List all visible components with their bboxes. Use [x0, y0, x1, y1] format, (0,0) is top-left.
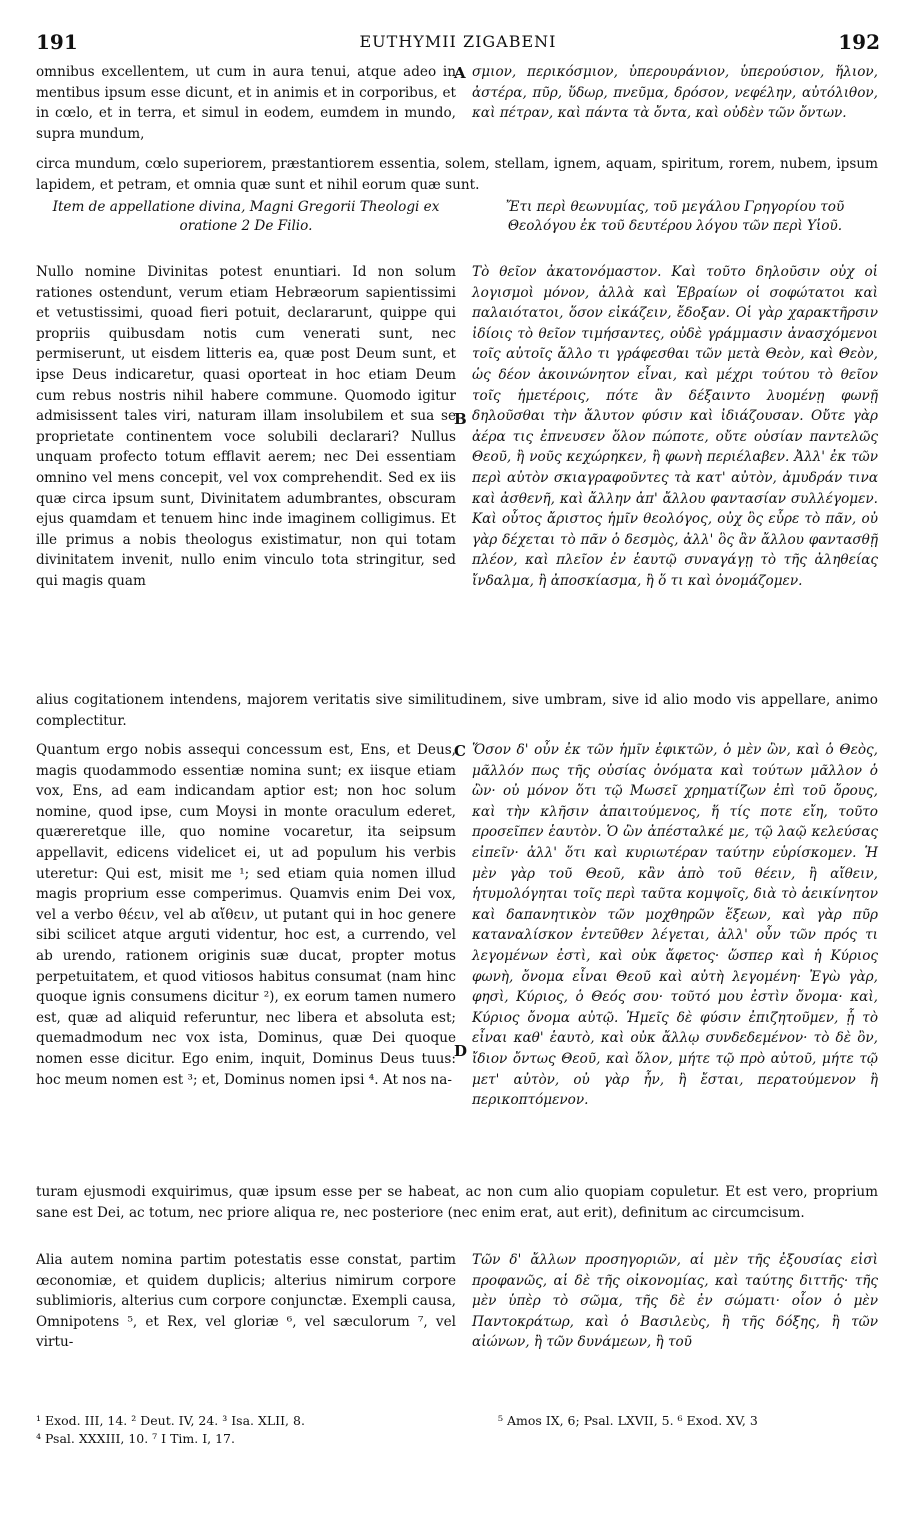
- full-width-sec1: circa mundum, cœlo superiorem, præstantiorem essentia, solem, stellam, ignem, aquam, spiritum, rorem, nubem, ipsum lapidem, et petram, et omnia quæ sunt et nihil eorum quæ sunt.: [36, 156, 878, 193]
- margin-letter-a: A: [454, 64, 466, 82]
- footnotes-right: [498, 1412, 878, 1430]
- greek-column-sec4: Τῶν δ' ἄλλων προσηγοριῶν, αἱ μὲν τῆς ἐξουσίας εἰσὶ προφανῶς, αἱ δὲ τῆς οἰκονομίας, καὶ ταύτης διττῆς· τῆς μὲν ὑπὲρ τὸ σῶμα, τῆς δὲ ἐν σώματι· οἷον ὁ μὲν Παντοκράτωρ, καὶ ὁ Βασιλεὺς, ἢ τῆς δόξης, ἢ τῶν αἰώνων, ἢ τῶν δυνάμεων, ἢ τοῦ: [472, 1252, 878, 1351]
- full-width-sec2: alius cogitationem intendens, majorem veritatis sive similitudinem, sive umbram, sive id alio modo vis appellare, animo complectitur.: [36, 692, 878, 729]
- latin-column-sec1: omnibus excellentem, ut cum in aura tenui, atque adeo in mentibus ipsum esse dicunt, et in animis et in corporibus, et in cœlo, et in terra, et simul in eodem, eumdem in mundo, supra mundum,: [36, 64, 456, 142]
- latin-column-sec3: Quantum ergo nobis assequi concessum est, Ens, et Deus, magis quodammodo essentiæ nomina sunt; ex iisque etiam vox, Ens, ad eam indicandam aptior est; non hoc solum nomine, quod ipse, cum Moysi in monte oraculum ederet, quæreretque ille, quo nomine vocaretur, ita seipsum appellavit, edicens videlicet ei, ut ad populum his verbis uteretur: Qui est, misit me ¹; sed etiam quia nomen illud magis proprium esse comperimus. Quamvis enim Dei vox, vel a verbo θέειν, vel ab αἴθειν, ut putant qui in hoc genere sibi scilicet atque arguti videntur, hoc est, a currendo, vel ab urendo, rationem originis suæ ducat, propter motus perpetuitatem, et quod vitiosos habitus consumat (nam hinc quoque ignis consumens dicitur ²), ex eorum tamen numero est, quæ ad aliquid referuntur, nec libera et absoluta est; quemadmodum nec vox ista, Dominus, quæ Dei quoque nomen esse dicitur. Ego enim, inquit, Dominus Deus tuus: hoc meum nomen est ³; et, Dominus nomen ipsi ⁴. At nos na-: [36, 742, 456, 1088]
- latin-column-sec4: Alia autem nomina partim potestatis esse constat, partim œconomiæ, et quidem duplicis; alterius nimirum corpore sublimioris, alterius cum corpore conjunctæ. Exempli causa, Omnipotens ⁵, et Rex, vel gloriæ ⁶, vel sæculorum ⁷, vel virtu-: [36, 1252, 456, 1351]
- latin-column-sec2: Nullo nomine Divinitas potest enuntiari. Id non solum rationes ostendunt, verum etiam Hebræorum sapientissimi et vetustissimi, quoad fieri potuit, declararunt, quippe qui propriis quibusdam notis cum venerati sunt, nec permiserunt, ut eisdem litteris ea, quæ post Deum sunt, et ipse Deus indicaretur, quasi oporteat in hoc etiam Deum cum rebus nostris nihil habere commune. Quomodo igitur admisissent tales viri, naturam illam insolubilem et sua se proprietate continentem voce solubili declarari? Nullus unquam profecto totum efflavit aerem; nec Dei essentiam omnino vel mens concepit, vel vox comprehendit. Sed ex iis quæ circa ipsum sunt, Divinitatem adumbrantes, obscuram ejus quamdam et tenuem hinc inde imaginem colligimus. Et ille primus a nobis theologus existimatur, non qui totam divinitatem invenit, nullo enim vinculo tota stringitur, sed qui magis quam: [36, 264, 456, 589]
- page-number-left: 191: [36, 30, 78, 54]
- margin-letter-b: B: [454, 410, 467, 428]
- greek-column-sec1: σμιον, περικόσμιον, ὑπερουράνιον, ὑπερούσιον, ἥλιον, ἀστέρα, πῦρ, ὕδωρ, πνεῦμα, δρόσον, νεφέλην, αὐτόλιθον, καὶ πέτραν, καὶ πάντα τὰ ὄντα, καὶ οὐδὲν τῶν ὄντων.: [472, 64, 878, 122]
- greek-column-sec2: Τὸ θεῖον ἀκατονόμαστον. Καὶ τοῦτο δηλοῦσιν οὐχ οἱ λογισμοὶ μόνον, ἀλλὰ καὶ Ἑβραίων οἱ σοφώτατοι καὶ παλαιότατοι, ὅσον εἰκάζειν, ἔδοξαν. Οἱ γὰρ χαρακτῆρσιν ἰδίοις τὸ θεῖον τιμήσαντες, οὐδὲ γράμμασιν ἀνασχόμενοι τοῖς αὐτοῖς ἄλλο τι γράφεσθαι τῶν μετὰ Θεὸν, καὶ Θεὸν, ὡς δέον ἀκοινώνητον εἶναι, καὶ μέχρι τούτου τὸ θεῖον τοῖς ἡμετέροις, πότε ἂν δέξαιντο λυομένῃ φωνῇ δηλοῦσθαι τὴν ἄλυτον φύσιν καὶ ἰδιάζουσαν. Οὔτε γὰρ ἀέρα τις ἐπνευσεν ὅλον πώποτε, οὔτε οὐσίαν παντελῶς Θεοῦ, ἢ νοῦς κεχώρηκεν, ἢ φωνὴ περιέλαβεν. Ἀλλ' ἐκ τῶν περὶ αὐτὸν σκιαγραφοῦντες τὰ κατ' αὐτὸν, ἀμυδράν τινα καὶ ἀσθενῆ, καὶ ἄλλην ἀπ' ἄλλου φαντασίαν συλλέγομεν. Καὶ οὗτος ἄριστος ἡμῖν θεολόγος, οὐχ ὃς εὗρε τὸ πᾶν, οὐ γὰρ δέχεται τὸ πᾶν ὁ δεσμὸς, ἀλλ' ὃς ἂν ἄλλου φαντασθῇ πλέον, καὶ πλεῖον ἐν ἑαυτῷ συναγάγῃ τὸ τῆς ἀληθείας ἴνδαλμα, ἢ ἀποσκίασμα, ἢ ὅ τι καὶ ὀνομάζομεν.: [472, 264, 878, 589]
- margin-letter-d: D: [454, 1042, 468, 1060]
- section-title-greek: Ἔτι περὶ θεωνυμίας, τοῦ μεγάλου Γρηγορίου τοῦ Θεολόγου ἐκ τοῦ δευτέρου λόγου τῶν περὶ Υἱοῦ.: [505, 199, 845, 234]
- footnote-line: ⁴ Psal. XXXIII, 10. ⁷ I Tim. I, 17.: [36, 1431, 235, 1446]
- footnote-line: ¹ Exod. III, 14. ² Deut. IV, 24. ³ Isa. XLII, 8.: [36, 1413, 305, 1428]
- running-header: [36, 30, 880, 54]
- section-title-latin: Item de appellatione divina, Magni Gregorii Theologi ex oratione 2 De Filio.: [52, 199, 440, 234]
- footnote-line: ⁵ Amos IX, 6; Psal. LXVII, 5. ⁶ Exod. XV, 3: [498, 1413, 758, 1428]
- full-width-sec3: turam ejusmodi exquirimus, quæ ipsum esse per se habeat, ac non cum alio quopiam copuletur. Et est vero, proprium sane est Dei, ac totum, nec priore aliqua re, nec posteriore (nec enim erat, aut erit), definitum ac circumcisum.: [36, 1184, 878, 1221]
- footnotes-left: [36, 1412, 476, 1448]
- greek-column-sec3: Ὅσον δ' οὖν ἐκ τῶν ἡμῖν ἐφικτῶν, ὁ μὲν ὢν, καὶ ὁ Θεὸς, μᾶλλόν πως τῆς οὐσίας ὀνόματα καὶ τούτων μᾶλλον ὁ ὢν· οὐ μόνον ὅτι τῷ Μωσεῖ χρηματίζων ἐπὶ τοῦ ὄρους, καὶ τὴν κλῆσιν ἀπαιτούμενος, ἥ τίς ποτε εἴη, τοῦτο προσεῖπεν ἑαυτὸν. Ὁ ὢν ἀπέσταλκέ με, τῷ λαῷ κελεύσας εἰπεῖν· ἀλλ' ὅτι καὶ κυριωτέραν ταύτην εὑρίσκομεν. Ἡ μὲν γὰρ τοῦ Θεοῦ, κἂν ἀπὸ τοῦ θέειν, ἢ αἴθειν, ἡτυμολόγηται τοῖς περὶ ταῦτα κομψοῖς, διὰ τὸ ἀεικίνητον καὶ δαπανητικὸν τῶν μοχθηρῶν ἕξεων, καὶ γὰρ πῦρ καταναλίσκον ἐντεῦθεν λέγεται, ἀλλ' οὖν τῶν πρός τι λεγομένων ἐστὶ, καὶ οὐκ ἄφετος· ὥσπερ καὶ ἡ Κύριος φωνὴ, ὄνομα εἶναι Θεοῦ καὶ αὐτὴ λεγομένη· Ἐγὼ γὰρ, φησὶ, Κύριος, ὁ Θεός σου· τοῦτό μου ἐστὶν ὄνομα· καὶ, Κύριος ὄνομα αὐτῷ. Ἡμεῖς δὲ φύσιν ἐπιζητοῦμεν, ᾗ τὸ εἶναι καθ' ἑαυτὸ, καὶ οὐκ ἄλλῳ συνδεδεμένον· τὸ δὲ ὂν, ἴδιον ὄντως Θεοῦ, καὶ ὅλον, μήτε τῷ πρὸ αὐτοῦ, μήτε τῷ μετ' αὐτὸν, οὐ γὰρ ἦν, ἢ ἔσται, περατούμενον ἢ περικοπτόμενον.: [472, 742, 878, 1109]
- running-title: EUTHYMII ZIGABENI: [359, 32, 557, 51]
- margin-letter-c: C: [454, 742, 466, 760]
- page-number-right: 192: [838, 30, 880, 54]
